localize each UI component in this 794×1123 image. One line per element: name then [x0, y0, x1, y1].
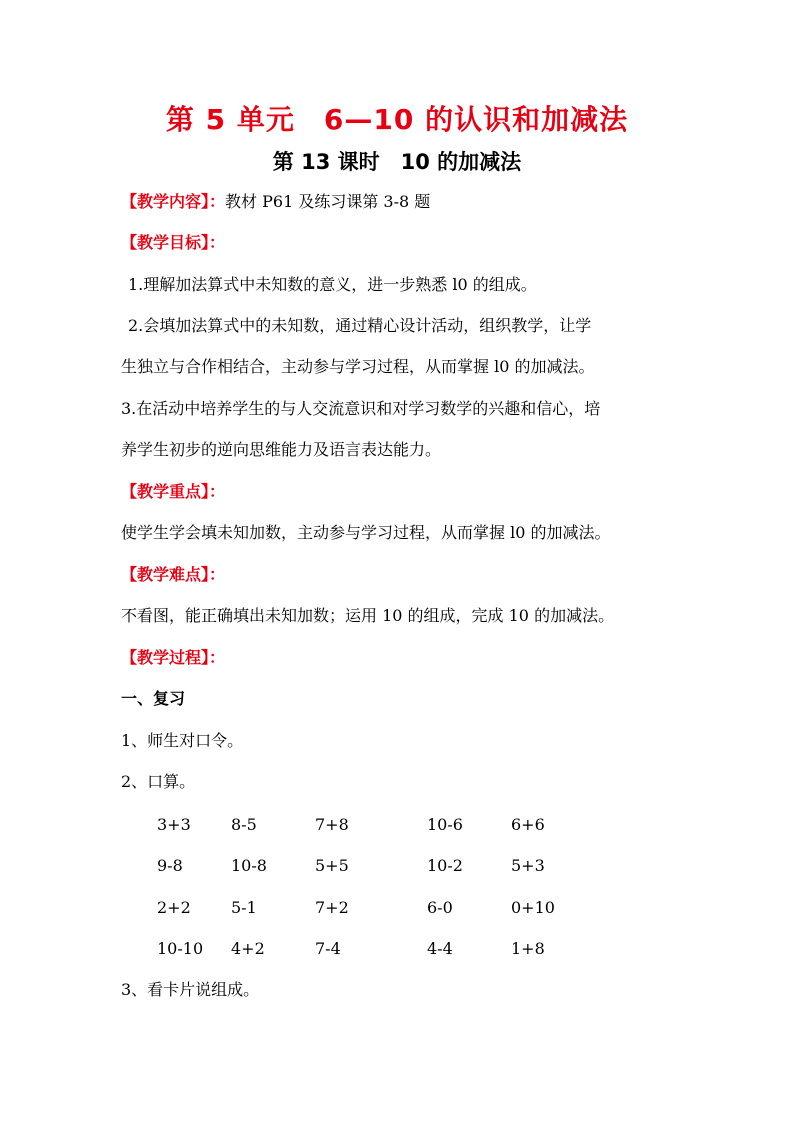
difficulties-colon: ：	[209, 565, 226, 584]
review-section-heading: 一、复习	[121, 689, 186, 708]
calc-item: 3+3	[157, 815, 191, 834]
teaching-goals-label: 【教学目标】	[121, 233, 210, 252]
calc-item: 10-2	[427, 856, 463, 875]
teaching-content-line	[121, 192, 430, 212]
calc-row	[0, 898, 794, 920]
calc-item: 5+5	[315, 856, 349, 875]
goal-item: 3.在活动中培养学生的与人交流意识和对学习数学的兴趣和信心，培	[121, 399, 601, 418]
calc-item: 0+10	[511, 898, 555, 917]
goal-item: 1.理解加法算式中未知数的意义，进一步熟悉 l0 的组成。	[128, 275, 537, 294]
step-mental-math: 2、口算。	[121, 772, 196, 791]
goal-item: 生独立与合作相结合，主动参与学习过程，从而掌握 l0 的加减法。	[121, 357, 595, 376]
key-points-text: 使学生学会填未知加数，主动参与学习过程，从而掌握 l0 的加减法。	[121, 523, 611, 542]
calc-item: 10-8	[231, 856, 267, 875]
calc-item: 5+3	[511, 856, 545, 875]
process-colon: ：	[209, 648, 226, 667]
calc-item: 5-1	[231, 898, 257, 917]
calc-item: 2+2	[157, 898, 191, 917]
key-points-label: 【教学重点】	[121, 482, 210, 501]
calc-item: 6+6	[511, 815, 545, 834]
calc-row	[0, 856, 794, 878]
step-oral-drill: 1、师生对口令。	[121, 731, 244, 750]
calc-item: 8-5	[231, 815, 257, 834]
key-points-heading	[121, 482, 225, 502]
calc-item: 1+8	[511, 939, 545, 958]
key-points-colon: ：	[209, 482, 226, 501]
process-heading	[121, 648, 225, 668]
teaching-goals-heading	[121, 233, 225, 253]
calc-item: 7-4	[315, 939, 341, 958]
calc-item: 9-8	[157, 856, 183, 875]
goal-item: 2.会填加法算式中的未知数，通过精心设计活动，组织教学，让学	[128, 316, 592, 335]
calc-item: 7+8	[315, 815, 349, 834]
teaching-content-colon: ：	[209, 192, 226, 211]
calc-item: 4+2	[231, 939, 265, 958]
calc-item: 10-10	[157, 939, 204, 958]
calc-item: 6-0	[427, 898, 453, 917]
goal-item: 养学生初步的逆向思维能力及语言表达能力。	[121, 440, 442, 459]
unit-title: 第 5 单元 6—10 的认识和加减法	[165, 103, 629, 136]
teaching-goals-colon: ：	[209, 233, 226, 252]
calc-row	[0, 815, 794, 837]
difficulties-text: 不看图，能正确填出未知加数；运用 10 的组成，完成 10 的加减法。	[121, 606, 615, 625]
step-card-composition: 3、看卡片说组成。	[121, 980, 260, 999]
calc-item: 4-4	[427, 939, 453, 958]
teaching-content-text: 教材 P61 及练习课第 3-8 题	[225, 192, 431, 211]
teaching-content-label: 【教学内容】	[121, 192, 210, 211]
calc-item: 7+2	[315, 898, 349, 917]
calc-row	[0, 939, 794, 961]
process-label: 【教学过程】	[121, 648, 210, 667]
difficulties-label: 【教学难点】	[121, 565, 210, 584]
difficulties-heading	[121, 565, 225, 585]
lesson-title: 第 13 课时 10 的加减法	[272, 150, 522, 174]
calc-item: 10-6	[427, 815, 463, 834]
